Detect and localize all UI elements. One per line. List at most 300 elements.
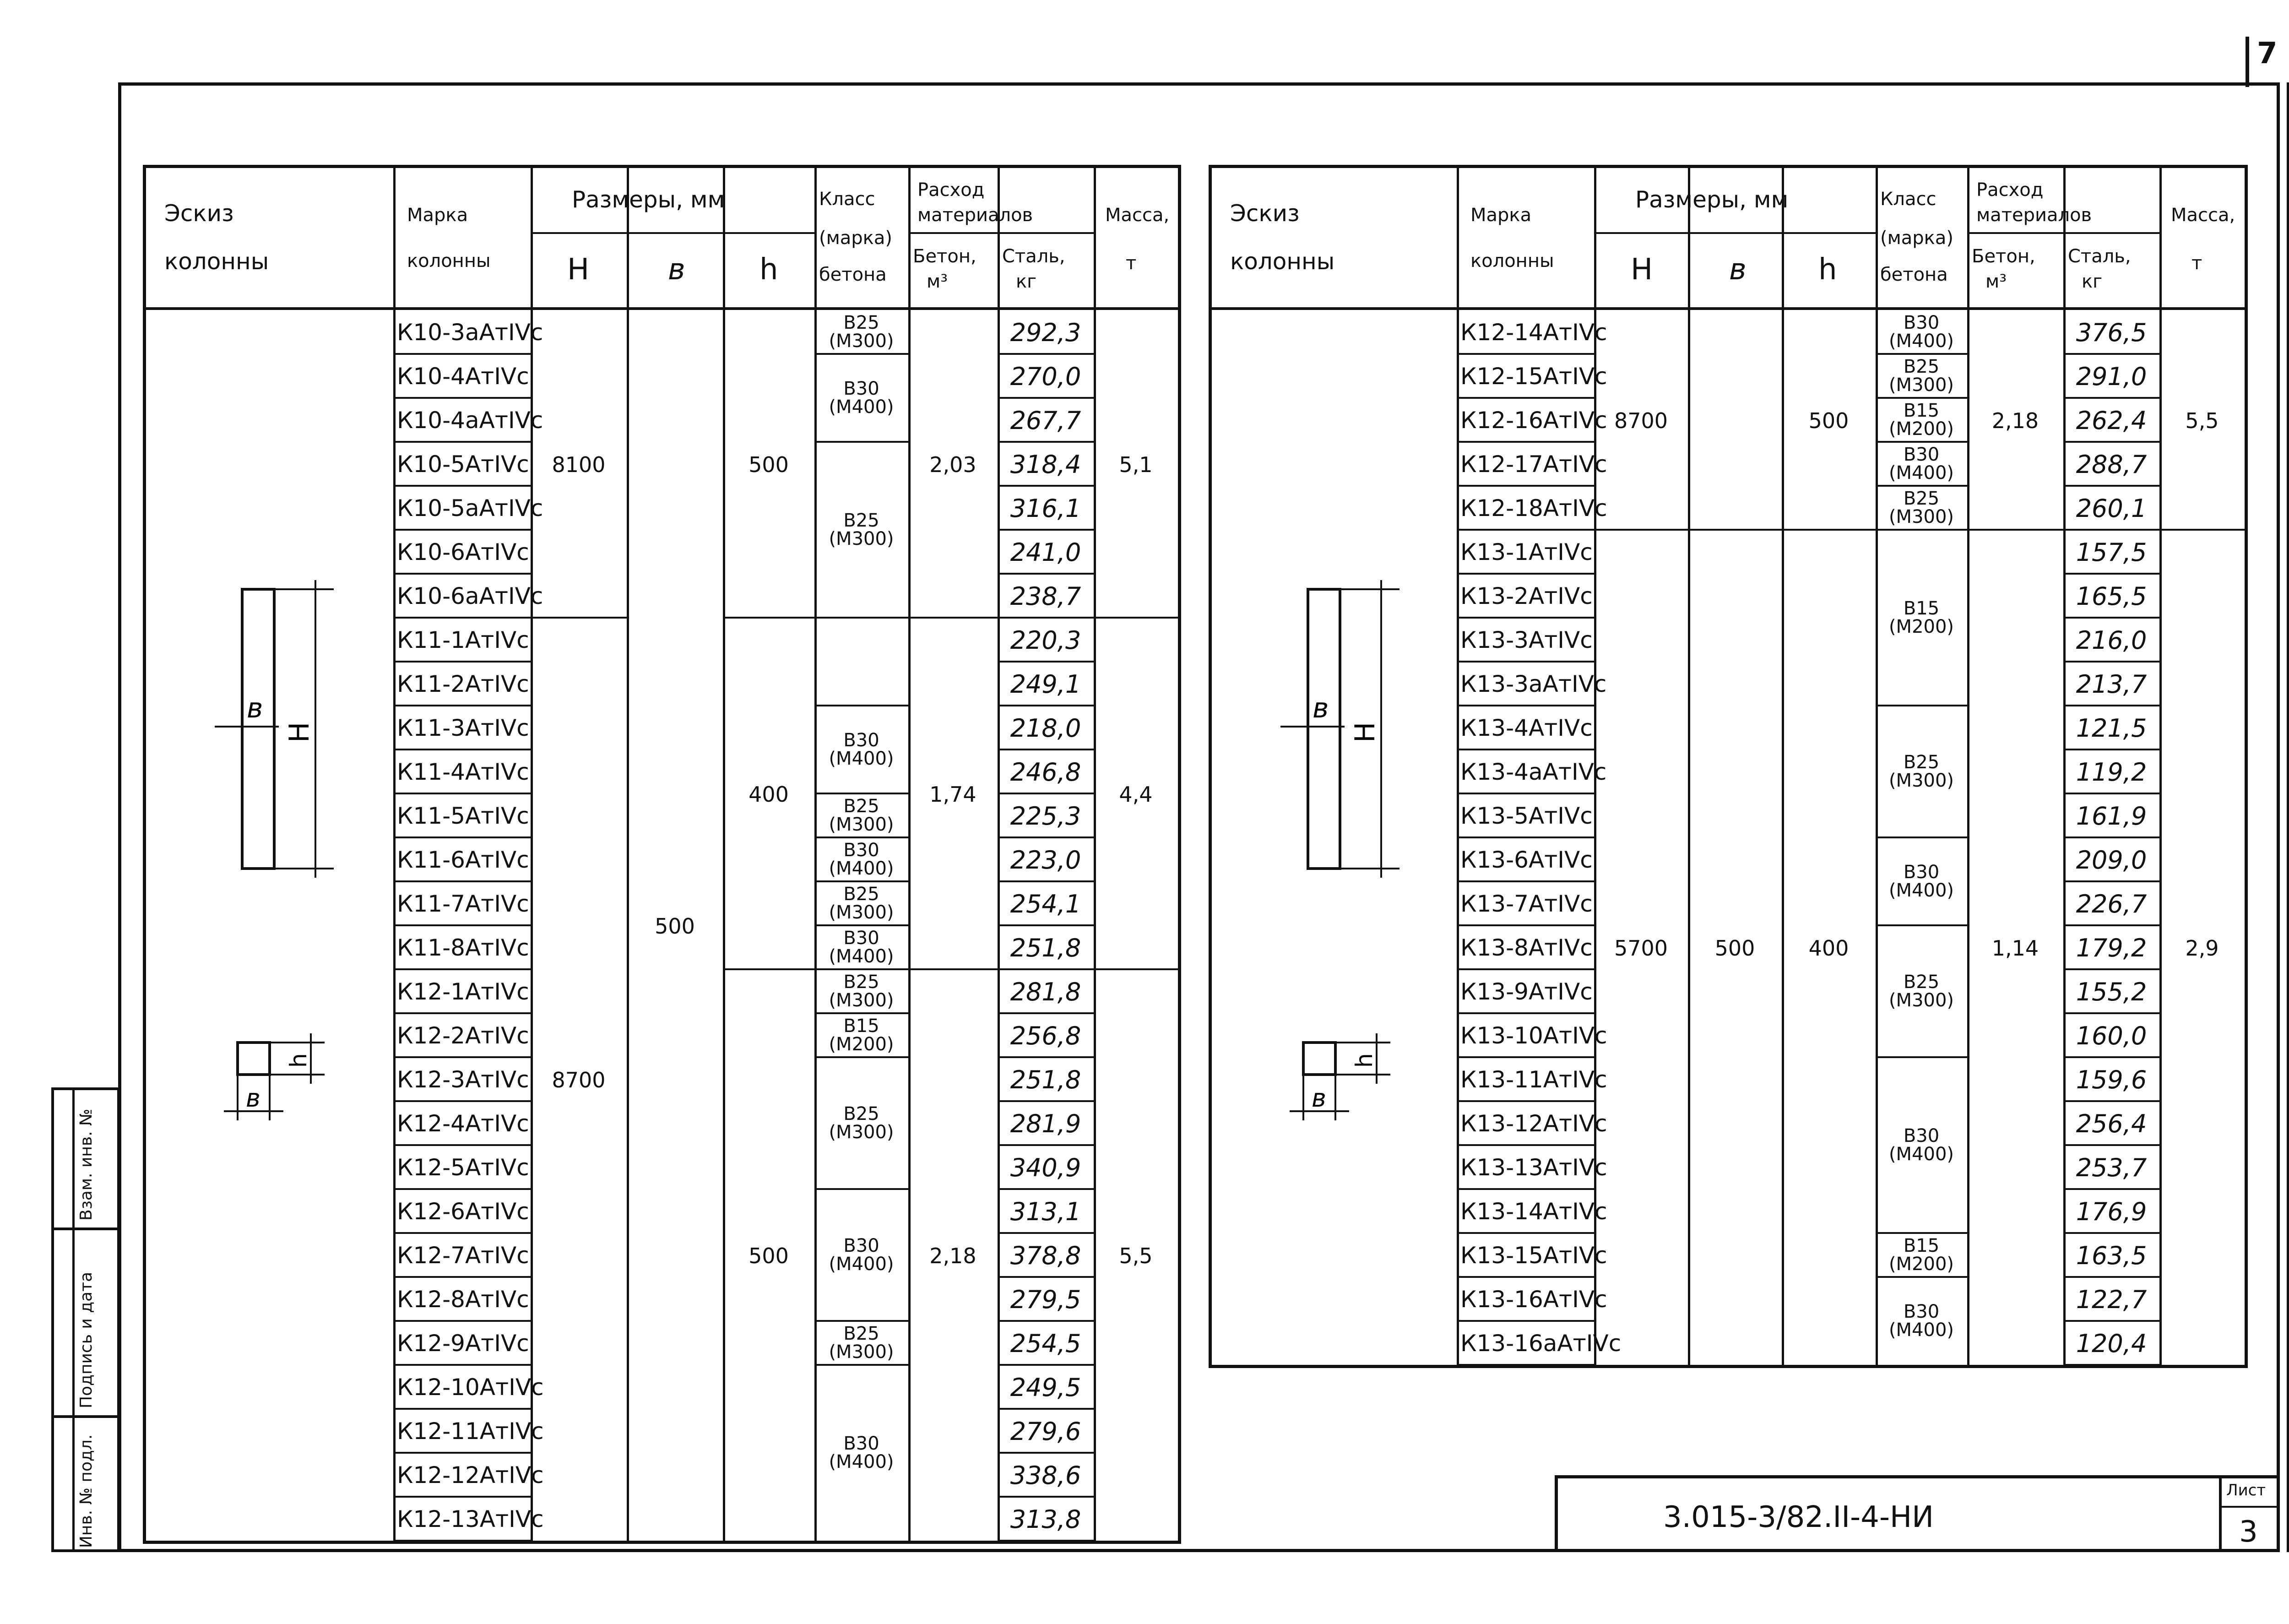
left-hdr-steel-1: Сталь, (1002, 246, 1065, 267)
right-mark-rowline (1457, 880, 1594, 882)
left-class-value-line (814, 924, 908, 926)
right-sketch-label-B: в (1313, 692, 1329, 724)
right-hdr-H: H (1631, 253, 1653, 287)
left-row-mark: К11-7АтIVc (397, 891, 529, 917)
left-steel-rowline (998, 836, 1094, 838)
right-row-steel: 160,0 (2076, 1021, 2147, 1050)
right-class-value-line (1876, 529, 1967, 531)
left-class-value: В25 (М300) (829, 796, 894, 835)
left-row-mark: К12-2АтIVc (397, 1022, 529, 1049)
right-class-value: В30 (М400) (1888, 444, 1954, 483)
left-steel-rowline (998, 1540, 1094, 1542)
right-mass-value: 2,9 (2185, 936, 2219, 961)
left-row-mark: К11-8АтIVc (397, 934, 529, 961)
left-mass-value: 4,4 (1119, 782, 1153, 807)
right-row-mark: К13-12АтIVc (1460, 1110, 1607, 1137)
right-mark-rowline (1457, 1188, 1594, 1190)
right-steel-rowline (2063, 968, 2159, 970)
left-steel-rowline (998, 1496, 1094, 1498)
right-steel-rowline (2063, 1100, 2159, 1102)
left-row-steel: 279,5 (1010, 1285, 1081, 1314)
left-row-steel: 251,8 (1010, 934, 1081, 962)
left-mark-rowline (393, 1364, 531, 1366)
right-row-steel: 163,5 (2076, 1241, 2147, 1270)
right-mark-rowline (1457, 1276, 1594, 1278)
right-hdr-B: в (1729, 253, 1747, 287)
right-steel-rowline (2063, 1232, 2159, 1234)
left-row-mark: К12-7АтIVc (397, 1242, 529, 1269)
left-h-value: 500 (749, 1244, 789, 1268)
left-row-steel: 316,1 (1010, 494, 1081, 523)
right-steel-rowline (2063, 705, 2159, 706)
left-steel-rowline (998, 1188, 1094, 1190)
right-H-value-line (1594, 529, 1688, 531)
right-hdr-mark-1: Марка (1470, 205, 1532, 226)
side-stamp (51, 1087, 120, 1552)
left-class-value-line (814, 880, 908, 882)
right-hdr-cons-2: материалов (1976, 205, 2092, 226)
left-steel-rowline (998, 1012, 1094, 1014)
left-row-steel: 267,7 (1010, 406, 1081, 435)
left-row-mark: К12-1АтIVc (397, 978, 529, 1005)
left-col-line (627, 168, 629, 1541)
left-mark-rowline (393, 793, 531, 794)
right-row-mark: К13-13АтIVc (1460, 1154, 1607, 1181)
side-label-vzam: Взам. инв. № (77, 1108, 96, 1221)
right-col-line (1457, 168, 1459, 1365)
left-row-mark: К12-13АтIVc (397, 1506, 544, 1532)
left-h-value: 500 (749, 452, 789, 477)
left-class-value: В25 (М300) (829, 1323, 894, 1363)
page-number-bar (2246, 37, 2249, 87)
left-class-value: В25 (М300) (829, 510, 894, 549)
left-hdr-concrete-2: м³ (927, 271, 948, 292)
right-dims-split (1594, 232, 1876, 234)
right-steel-rowline (2063, 573, 2159, 575)
left-table (143, 165, 1181, 1544)
left-row-steel: 225,3 (1010, 802, 1081, 831)
left-mark-rowline (393, 617, 531, 619)
right-steel-rowline (2063, 880, 2159, 882)
right-hdr-mark-2: колонны (1470, 250, 1554, 272)
right-edge-line (2287, 82, 2289, 1552)
right-row-steel: 213,7 (2076, 670, 2147, 699)
left-h-value-line (723, 968, 814, 970)
left-class-value-line (814, 1320, 908, 1322)
left-row-steel: 279,6 (1010, 1417, 1081, 1446)
left-row-steel: 313,8 (1010, 1505, 1081, 1534)
left-row-mark: К12-5АтIVc (397, 1154, 529, 1181)
left-hdr-mass-1: Масса, (1105, 205, 1170, 226)
right-class-value-line (1876, 1232, 1967, 1234)
right-steel-rowline (2063, 749, 2159, 750)
left-class-value: В30 (М400) (829, 1433, 894, 1472)
right-class-value: В30 (М400) (1888, 862, 1954, 901)
left-steel-rowline (998, 1452, 1094, 1454)
left-mark-rowline (393, 441, 531, 443)
right-mark-rowline (1457, 1144, 1594, 1146)
left-mark-rowline (393, 705, 531, 706)
left-row-steel: 251,8 (1010, 1065, 1081, 1094)
left-steel-rowline (998, 749, 1094, 750)
sheet-cell (2219, 1478, 2277, 1549)
right-mark-rowline (1457, 661, 1594, 663)
left-class-value-line (814, 705, 908, 706)
left-row-mark: К12-12АтIVc (397, 1462, 544, 1488)
left-class-value: В30 (М400) (829, 1235, 894, 1275)
right-class-value-line (1876, 836, 1967, 838)
left-mark-rowline (393, 1100, 531, 1102)
right-mark-rowline (1457, 573, 1594, 575)
right-sketch-label-h: h (1351, 1053, 1378, 1068)
right-row-mark: К13-4АтIVc (1460, 715, 1593, 741)
right-row-steel: 155,2 (2076, 978, 2147, 1006)
left-mark-rowline (393, 1408, 531, 1410)
left-row-mark: К10-6АтIVc (397, 539, 529, 565)
left-mass-value: 5,1 (1119, 452, 1153, 477)
left-class-value-line (814, 617, 908, 619)
right-mark-rowline (1457, 1320, 1594, 1322)
left-class-value-line (814, 793, 908, 794)
left-row-mark: К12-9АтIVc (397, 1330, 529, 1357)
page-number: 7 (2257, 37, 2278, 71)
left-cons-split (908, 232, 1094, 234)
right-row-mark: К13-6АтIVc (1460, 847, 1593, 873)
left-mark-rowline (393, 1144, 531, 1146)
right-sketch-label-B2: в (1312, 1084, 1326, 1113)
right-class-value-line (1876, 441, 1967, 443)
right-steel-rowline (2063, 661, 2159, 663)
left-mark-rowline (393, 1496, 531, 1498)
right-row-mark: К13-16АтIVc (1460, 1286, 1607, 1313)
right-class-value: В30 (М400) (1888, 312, 1954, 352)
right-row-mark: К12-15АтIVc (1460, 363, 1607, 390)
right-row-steel: 256,4 (2076, 1109, 2147, 1138)
left-row-steel: 256,8 (1010, 1021, 1081, 1050)
left-row-steel: 378,8 (1010, 1241, 1081, 1270)
left-class-value-line (814, 1188, 908, 1190)
left-row-mark: К12-10АтIVc (397, 1374, 544, 1401)
left-row-steel: 223,0 (1010, 846, 1081, 874)
left-row-mark: К12-11АтIVc (397, 1418, 544, 1445)
right-class-value-line (1876, 397, 1967, 399)
left-mark-rowline (393, 1540, 531, 1542)
right-class-value: В25 (М300) (1888, 972, 1954, 1011)
right-class-value-line (1876, 924, 1967, 926)
right-row-steel: 119,2 (2076, 758, 2147, 787)
right-row-steel: 179,2 (2076, 934, 2147, 962)
left-sketch-label-H: H (283, 722, 315, 743)
right-col-line (1688, 168, 1690, 1365)
left-steel-rowline (998, 1320, 1094, 1322)
right-row-mark: К13-14АтIVc (1460, 1198, 1607, 1225)
left-steel-rowline (998, 1232, 1094, 1234)
left-row-steel: 313,1 (1010, 1197, 1081, 1226)
right-steel-rowline (2063, 353, 2159, 355)
right-row-steel: 165,5 (2076, 582, 2147, 611)
right-H-value: 8700 (1614, 408, 1668, 433)
left-mark-rowline (393, 573, 531, 575)
left-row-mark: К12-3АтIVc (397, 1066, 529, 1093)
right-mark-rowline (1457, 1012, 1594, 1014)
right-row-steel: 216,0 (2076, 626, 2147, 655)
left-steel-rowline (998, 793, 1094, 794)
right-row-mark: К12-17АтIVc (1460, 451, 1607, 478)
left-mark-rowline (393, 924, 531, 926)
right-class-value: В15 (М200) (1888, 400, 1954, 440)
right-row-steel: 157,5 (2076, 538, 2147, 567)
left-steel-rowline (998, 617, 1094, 619)
left-dims-split (531, 232, 814, 234)
right-hdr-concrete-1: Бетон, (1972, 246, 2035, 267)
left-row-steel: 254,1 (1010, 890, 1081, 918)
right-mark-rowline (1457, 968, 1594, 970)
right-class-value-line (1876, 1056, 1967, 1058)
right-H-value: 5700 (1614, 936, 1668, 961)
left-row-mark: К10-5аАтIVc (397, 495, 543, 521)
right-row-mark: К13-8АтIVc (1460, 934, 1593, 961)
left-concrete-value-line (908, 968, 998, 970)
left-mark-rowline (393, 1320, 531, 1322)
left-mark-rowline (393, 661, 531, 663)
document-code: 3.015-3/82.II-4-НИ (1663, 1500, 1934, 1534)
left-class-value-line (814, 968, 908, 970)
left-row-mark: К12-4АтIVc (397, 1110, 529, 1137)
left-class-value-line (814, 353, 908, 355)
right-steel-rowline (2063, 836, 2159, 838)
right-steel-rowline (2063, 485, 2159, 487)
right-row-mark: К13-2АтIVc (1460, 583, 1593, 609)
left-H-value: 8100 (552, 452, 606, 477)
right-hdr-mass-1: Масса, (2171, 205, 2235, 226)
right-steel-rowline (2063, 529, 2159, 531)
left-steel-rowline (998, 1364, 1094, 1366)
left-steel-rowline (998, 661, 1094, 663)
right-class-value-line (1876, 485, 1967, 487)
left-row-mark: К10-3аАтIVc (397, 319, 543, 346)
left-row-mark: К11-4АтIVc (397, 759, 529, 785)
left-class-value: В30 (М400) (829, 840, 894, 879)
left-class-value-line (814, 836, 908, 838)
right-class-value: В25 (М300) (1888, 356, 1954, 396)
right-row-mark: К13-10АтIVc (1460, 1022, 1607, 1049)
left-row-mark: К11-5АтIVc (397, 803, 529, 829)
right-row-mark: К13-16аАтIVc (1460, 1330, 1622, 1357)
left-hdr-sketch-2: колонны (164, 248, 269, 275)
side-label-inv: Инв. № подл. (77, 1434, 96, 1548)
left-class-value: В30 (М400) (829, 730, 894, 769)
right-h-value: 400 (1808, 936, 1849, 961)
right-mark-rowline (1457, 749, 1594, 750)
left-class-value: В30 (М400) (829, 928, 894, 967)
right-steel-rowline (2063, 1364, 2159, 1366)
right-mark-rowline (1457, 1056, 1594, 1058)
right-class-value: В30 (М400) (1888, 1301, 1954, 1341)
right-steel-rowline (2063, 1056, 2159, 1058)
left-class-value: В15 (М200) (829, 1016, 894, 1055)
right-row-mark: К13-5АтIVc (1460, 803, 1593, 829)
left-mark-rowline (393, 397, 531, 399)
left-class-value: В30 (М400) (829, 378, 894, 418)
right-concrete-value-line (1967, 529, 2063, 531)
left-col-line (908, 168, 911, 1541)
right-steel-rowline (2063, 924, 2159, 926)
left-class-value: В25 (М300) (829, 884, 894, 923)
left-hdr-class-1: Класс (819, 189, 875, 210)
left-h-value-line (723, 617, 814, 619)
left-row-mark: К11-1АтIVc (397, 627, 529, 653)
left-class-value: В25 (М300) (829, 972, 894, 1011)
left-sketch-label-h: h (285, 1053, 312, 1068)
right-class-value: В15 (М200) (1888, 1235, 1954, 1275)
right-mark-rowline (1457, 1364, 1594, 1366)
right-mark-rowline (1457, 529, 1594, 531)
right-row-mark: К12-14АтIVc (1460, 319, 1607, 346)
right-row-mark: К12-18АтIVc (1460, 495, 1607, 521)
right-mark-rowline (1457, 924, 1594, 926)
right-cons-split (1967, 232, 2159, 234)
left-steel-rowline (998, 397, 1094, 399)
left-hdr-dims: Размеры, мм (572, 186, 725, 213)
left-mark-rowline (393, 749, 531, 750)
right-col-line (1967, 168, 1969, 1365)
right-row-steel: 121,5 (2076, 714, 2147, 743)
right-row-steel: 176,9 (2076, 1197, 2147, 1226)
left-row-steel: 249,5 (1010, 1373, 1081, 1402)
right-mark-rowline (1457, 705, 1594, 706)
left-mark-rowline (393, 968, 531, 970)
right-row-steel: 122,7 (2076, 1285, 2147, 1314)
left-row-mark: К10-4аАтIVc (397, 407, 543, 434)
right-row-steel: 209,0 (2076, 846, 2147, 874)
left-steel-rowline (998, 880, 1094, 882)
right-class-value-line (1876, 353, 1967, 355)
right-row-mark: К13-3АтIVc (1460, 627, 1593, 653)
right-row-steel: 159,6 (2076, 1065, 2147, 1094)
left-steel-rowline (998, 1144, 1094, 1146)
right-table (1209, 165, 2248, 1368)
left-row-steel: 241,0 (1010, 538, 1081, 567)
left-steel-rowline (998, 1100, 1094, 1102)
left-row-steel: 292,3 (1010, 318, 1081, 347)
right-h-value: 500 (1808, 408, 1849, 433)
right-row-steel: 291,0 (2076, 362, 2147, 391)
left-row-mark: К10-4АтIVc (397, 363, 529, 390)
left-steel-rowline (998, 1056, 1094, 1058)
left-mass-value-line (1094, 968, 1178, 970)
right-steel-rowline (2063, 793, 2159, 794)
left-mark-rowline (393, 529, 531, 531)
left-mark-rowline (393, 880, 531, 882)
right-mark-rowline (1457, 441, 1594, 443)
left-row-mark: К12-6АтIVc (397, 1198, 529, 1225)
right-mark-rowline (1457, 617, 1594, 619)
right-B-value: 500 (1714, 936, 1755, 961)
left-row-steel: 246,8 (1010, 758, 1081, 787)
right-steel-rowline (2063, 1320, 2159, 1322)
right-mark-rowline (1457, 397, 1594, 399)
right-steel-rowline (2063, 1276, 2159, 1278)
left-H-value-line (531, 617, 627, 619)
left-mark-rowline (393, 836, 531, 838)
left-class-value: В25 (М300) (829, 312, 894, 352)
right-class-value: В30 (М400) (1888, 1125, 1954, 1165)
left-steel-rowline (998, 968, 1094, 970)
right-class-value: В15 (М200) (1888, 598, 1954, 637)
right-row-mark: К13-3аАтIVc (1460, 671, 1607, 697)
left-col-line (1094, 168, 1096, 1541)
left-class-value-line (814, 441, 908, 443)
left-mark-rowline (393, 1188, 531, 1190)
left-mark-rowline (393, 353, 531, 355)
left-hdr-cons-1: Расход (917, 179, 985, 201)
right-row-steel: 260,1 (2076, 494, 2147, 523)
left-steel-rowline (998, 485, 1094, 487)
right-row-mark: К13-11АтIVc (1460, 1066, 1607, 1093)
left-hdr-steel-2: кг (1016, 271, 1037, 292)
side-label-podpis: Подпись и дата (77, 1271, 96, 1408)
right-row-mark: К13-15АтIVc (1460, 1242, 1607, 1269)
left-concrete-value: 1,74 (929, 782, 976, 807)
left-column-sketch (215, 562, 334, 1157)
right-hdr-dims: Размеры, мм (1635, 186, 1789, 213)
left-concrete-value: 2,03 (929, 452, 976, 477)
right-mark-rowline (1457, 836, 1594, 838)
right-mass-value-line (2159, 529, 2245, 531)
right-hdr-sketch-1: Эскиз (1230, 200, 1300, 227)
left-row-steel: 340,9 (1010, 1153, 1081, 1182)
left-row-steel: 338,6 (1010, 1461, 1081, 1490)
right-mass-value: 5,5 (2185, 408, 2219, 433)
left-row-mark: К11-3АтIVc (397, 715, 529, 741)
left-row-steel: 218,0 (1010, 714, 1081, 743)
right-class-value: В25 (М300) (1888, 752, 1954, 791)
left-steel-rowline (998, 573, 1094, 575)
left-row-steel: 254,5 (1010, 1329, 1081, 1358)
right-row-mark: К13-9АтIVc (1460, 978, 1593, 1005)
left-mark-rowline (393, 1056, 531, 1058)
right-class-value-line (1876, 705, 1967, 706)
right-steel-rowline (2063, 441, 2159, 443)
left-steel-rowline (998, 1276, 1094, 1278)
right-mark-rowline (1457, 1100, 1594, 1102)
right-row-mark: К12-16АтIVc (1460, 407, 1607, 434)
right-row-steel: 288,7 (2076, 450, 2147, 479)
left-steel-rowline (998, 353, 1094, 355)
right-hdr-steel-1: Сталь, (2068, 246, 2131, 267)
left-hdr-h: h (759, 253, 778, 287)
left-row-mark: К12-8АтIVc (397, 1286, 529, 1313)
right-steel-rowline (2063, 1012, 2159, 1014)
left-h-value: 400 (749, 782, 789, 807)
left-mass-value-line (1094, 617, 1178, 619)
right-steel-rowline (2063, 1144, 2159, 1146)
right-B-value-line (1688, 529, 1782, 531)
left-class-value-line (814, 1056, 908, 1058)
left-class-value-line (814, 1364, 908, 1366)
right-column-sketch (1280, 562, 1399, 1157)
right-hdr-class-2: (марка) (1880, 228, 1953, 249)
left-sketch-label-B2: в (246, 1084, 260, 1113)
left-hdr-cons-2: материалов (917, 205, 1033, 226)
title-block (1555, 1475, 2280, 1552)
left-row-steel: 281,9 (1010, 1109, 1081, 1138)
right-h-value-line (1782, 529, 1876, 531)
left-hdr-concrete-1: Бетон, (913, 246, 976, 267)
right-row-steel: 120,4 (2076, 1329, 2147, 1358)
left-steel-rowline (998, 924, 1094, 926)
left-class-value-line (814, 1012, 908, 1014)
